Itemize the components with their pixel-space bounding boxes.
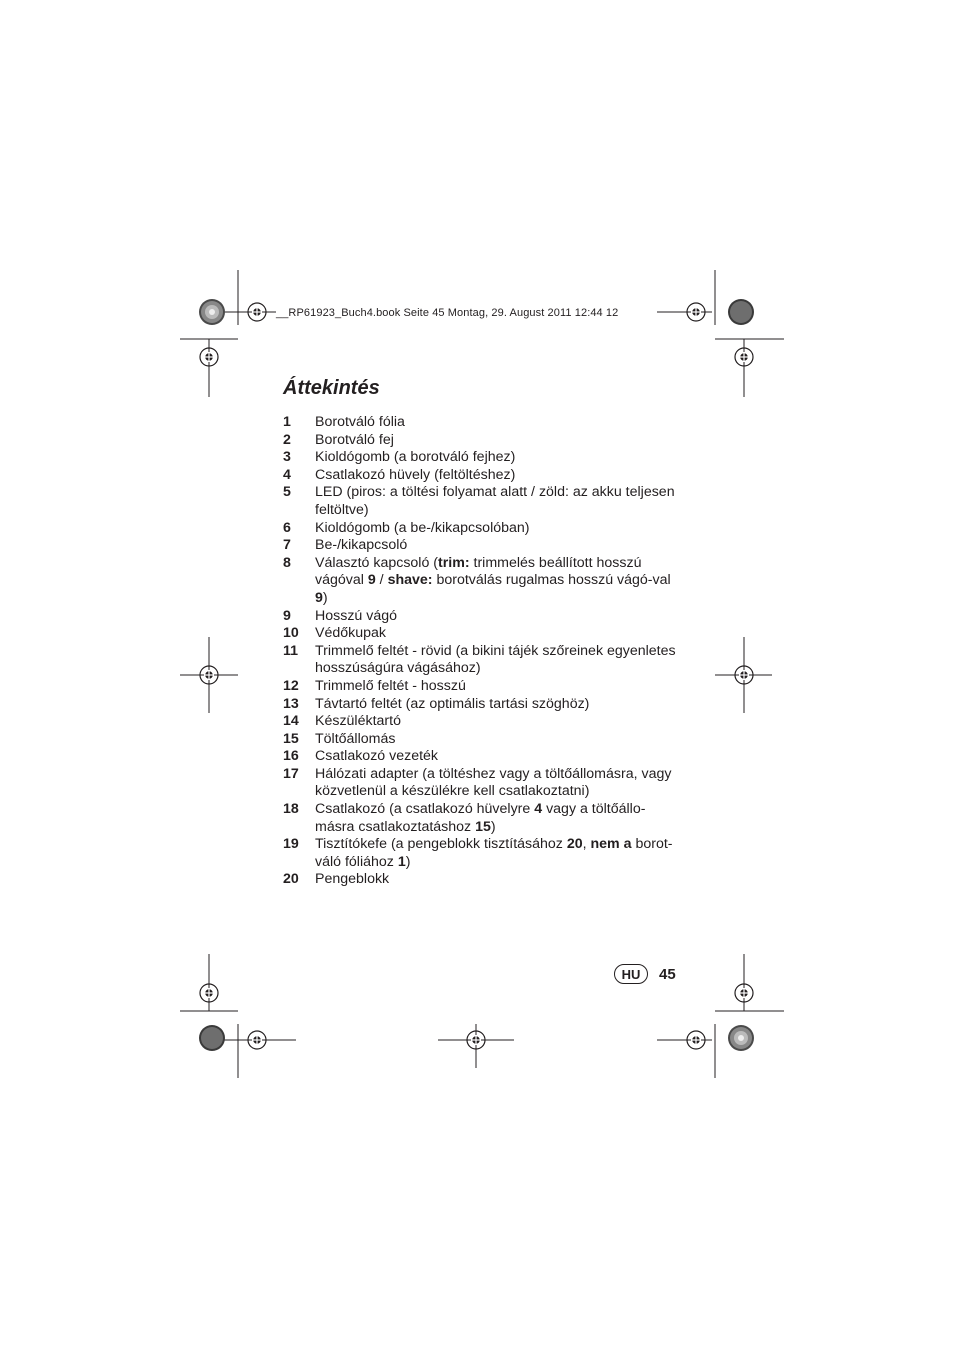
item-number: 18 bbox=[283, 801, 299, 818]
item-bold-ref: 20 bbox=[566, 836, 583, 853]
list-item bbox=[283, 801, 683, 836]
item-number: 4 bbox=[283, 466, 291, 483]
list-item bbox=[283, 696, 683, 714]
item-number: 1 bbox=[283, 414, 291, 430]
item-text-run: Csatlakozó hüvely (feltöltéshez) bbox=[315, 466, 516, 483]
item-number: 2 bbox=[283, 431, 291, 448]
page-footer bbox=[614, 964, 676, 984]
item-number: 20 bbox=[283, 871, 299, 888]
item-text bbox=[315, 449, 515, 465]
list-item bbox=[283, 520, 683, 538]
item-text bbox=[315, 608, 397, 624]
item-text-run: Trimmelő feltét - rövid (a bikini tájék szőreinek egyenletes hosszúságúra vágásához) bbox=[315, 642, 676, 677]
item-text bbox=[315, 432, 394, 448]
item-text bbox=[315, 537, 407, 553]
print-file-info: __RP61923_Buch4.book Seite 45 Montag, 29. August 2011 12:44 12 bbox=[276, 307, 619, 319]
item-text-run: Védőkupak bbox=[315, 625, 386, 642]
list-item bbox=[283, 537, 683, 555]
item-text bbox=[315, 467, 515, 483]
item-number: 15 bbox=[283, 730, 299, 747]
list-item bbox=[283, 713, 683, 731]
item-text bbox=[315, 696, 589, 712]
item-text bbox=[315, 625, 386, 641]
parts-list bbox=[283, 414, 683, 889]
item-text-run: Trimmelő feltét - hosszú bbox=[315, 677, 466, 694]
item-number: 6 bbox=[283, 519, 291, 536]
item-bold-ref: 4 bbox=[534, 801, 543, 818]
item-text-run: trimmelés beállított hosszú vágóval bbox=[315, 554, 642, 589]
list-item bbox=[283, 678, 683, 696]
list-item bbox=[283, 871, 683, 889]
item-text-run: Kioldógomb (a be-/kikapcsolóban) bbox=[315, 519, 530, 536]
item-number: 11 bbox=[283, 642, 298, 659]
item-number: 3 bbox=[283, 449, 291, 466]
item-number: 9 bbox=[283, 607, 291, 624]
list-item bbox=[283, 748, 683, 766]
list-item bbox=[283, 414, 683, 432]
item-text-run: Tisztítókefe (a pengeblokk tisztításához bbox=[315, 836, 567, 853]
item-number: 5 bbox=[283, 484, 291, 501]
item-text-run: Hosszú vágó bbox=[315, 607, 398, 624]
list-item bbox=[283, 608, 683, 626]
item-text-run: ) bbox=[405, 853, 411, 870]
page-title: Áttekintés bbox=[283, 377, 380, 399]
item-text-run: ) bbox=[322, 589, 328, 606]
item-text-run: Távtartó feltét (az optimális tartási szöghöz) bbox=[315, 695, 590, 712]
item-text bbox=[315, 555, 671, 606]
item-bold-ref: 9 bbox=[367, 572, 376, 589]
item-text-run: Hálózati adapter (a töltéshez vagy a töltőállomásra, vagy közvetlenül a készülékre kell csatlakoztatni) bbox=[315, 765, 672, 800]
item-text bbox=[315, 748, 438, 764]
item-text-run: Borotváló fej bbox=[315, 431, 394, 448]
item-text bbox=[315, 520, 530, 536]
item-text-run: ) bbox=[490, 818, 496, 835]
list-item bbox=[283, 555, 683, 608]
item-text bbox=[315, 678, 466, 694]
item-text-run: Választó kapcsoló ( bbox=[315, 554, 439, 571]
item-number: 14 bbox=[283, 713, 299, 730]
item-text-run: / bbox=[375, 572, 388, 589]
item-number: 13 bbox=[283, 695, 299, 712]
item-text-run: Pengeblokk bbox=[315, 871, 390, 888]
item-bold-ref: trim: bbox=[438, 554, 470, 571]
item-text-run: borotválás rugalmas hosszú vágó-val bbox=[432, 572, 671, 589]
item-text bbox=[315, 713, 401, 729]
item-text bbox=[315, 484, 675, 518]
item-text-run: Kioldógomb (a borotváló fejhez) bbox=[315, 449, 516, 466]
list-item bbox=[283, 731, 683, 749]
item-number: 10 bbox=[283, 625, 299, 642]
list-item bbox=[283, 449, 683, 467]
item-number: 19 bbox=[283, 836, 299, 853]
item-text bbox=[315, 643, 676, 677]
list-item bbox=[283, 643, 683, 678]
item-text bbox=[315, 871, 389, 887]
list-item bbox=[283, 766, 683, 801]
item-text-run: , bbox=[582, 836, 591, 853]
item-text-run: Be-/kikapcsoló bbox=[315, 537, 408, 554]
item-bold-ref: 9 bbox=[315, 589, 323, 606]
list-item bbox=[283, 625, 683, 643]
list-item bbox=[283, 836, 683, 871]
item-number: 17 bbox=[283, 765, 299, 782]
item-bold-ref: nem a bbox=[590, 836, 632, 853]
language-badge: HU bbox=[614, 964, 648, 984]
item-text-run: LED (piros: a töltési folyamat alatt / zöld: az akku teljesen feltöltve) bbox=[315, 484, 675, 518]
list-item bbox=[283, 484, 683, 519]
item-number: 8 bbox=[283, 554, 291, 571]
item-text-run: Készüléktartó bbox=[315, 713, 401, 730]
item-text-run: Borotváló fólia bbox=[315, 414, 405, 430]
list-item bbox=[283, 467, 683, 485]
list-item bbox=[283, 432, 683, 450]
item-bold-ref: 1 bbox=[397, 853, 406, 870]
item-text bbox=[315, 414, 405, 430]
item-text bbox=[315, 836, 673, 870]
item-text-run: vagy a töltőállo-másra csatlakoztatáshoz bbox=[315, 801, 646, 835]
item-bold-ref: shave: bbox=[387, 572, 433, 589]
item-text-run: Töltőállomás bbox=[315, 730, 396, 747]
item-text bbox=[315, 731, 395, 747]
item-text bbox=[315, 766, 671, 800]
item-text-run: Csatlakozó (a csatlakozó hüvelyre bbox=[315, 801, 535, 818]
page-number: 45 bbox=[659, 965, 676, 983]
item-text-run: Csatlakozó vezeték bbox=[315, 748, 439, 765]
item-bold-ref: 15 bbox=[475, 818, 491, 835]
item-text-run: borot-váló fóliához bbox=[315, 836, 673, 870]
item-number: 12 bbox=[283, 677, 299, 694]
item-number: 16 bbox=[283, 748, 299, 765]
item-text bbox=[315, 801, 645, 835]
item-number: 7 bbox=[283, 537, 291, 554]
